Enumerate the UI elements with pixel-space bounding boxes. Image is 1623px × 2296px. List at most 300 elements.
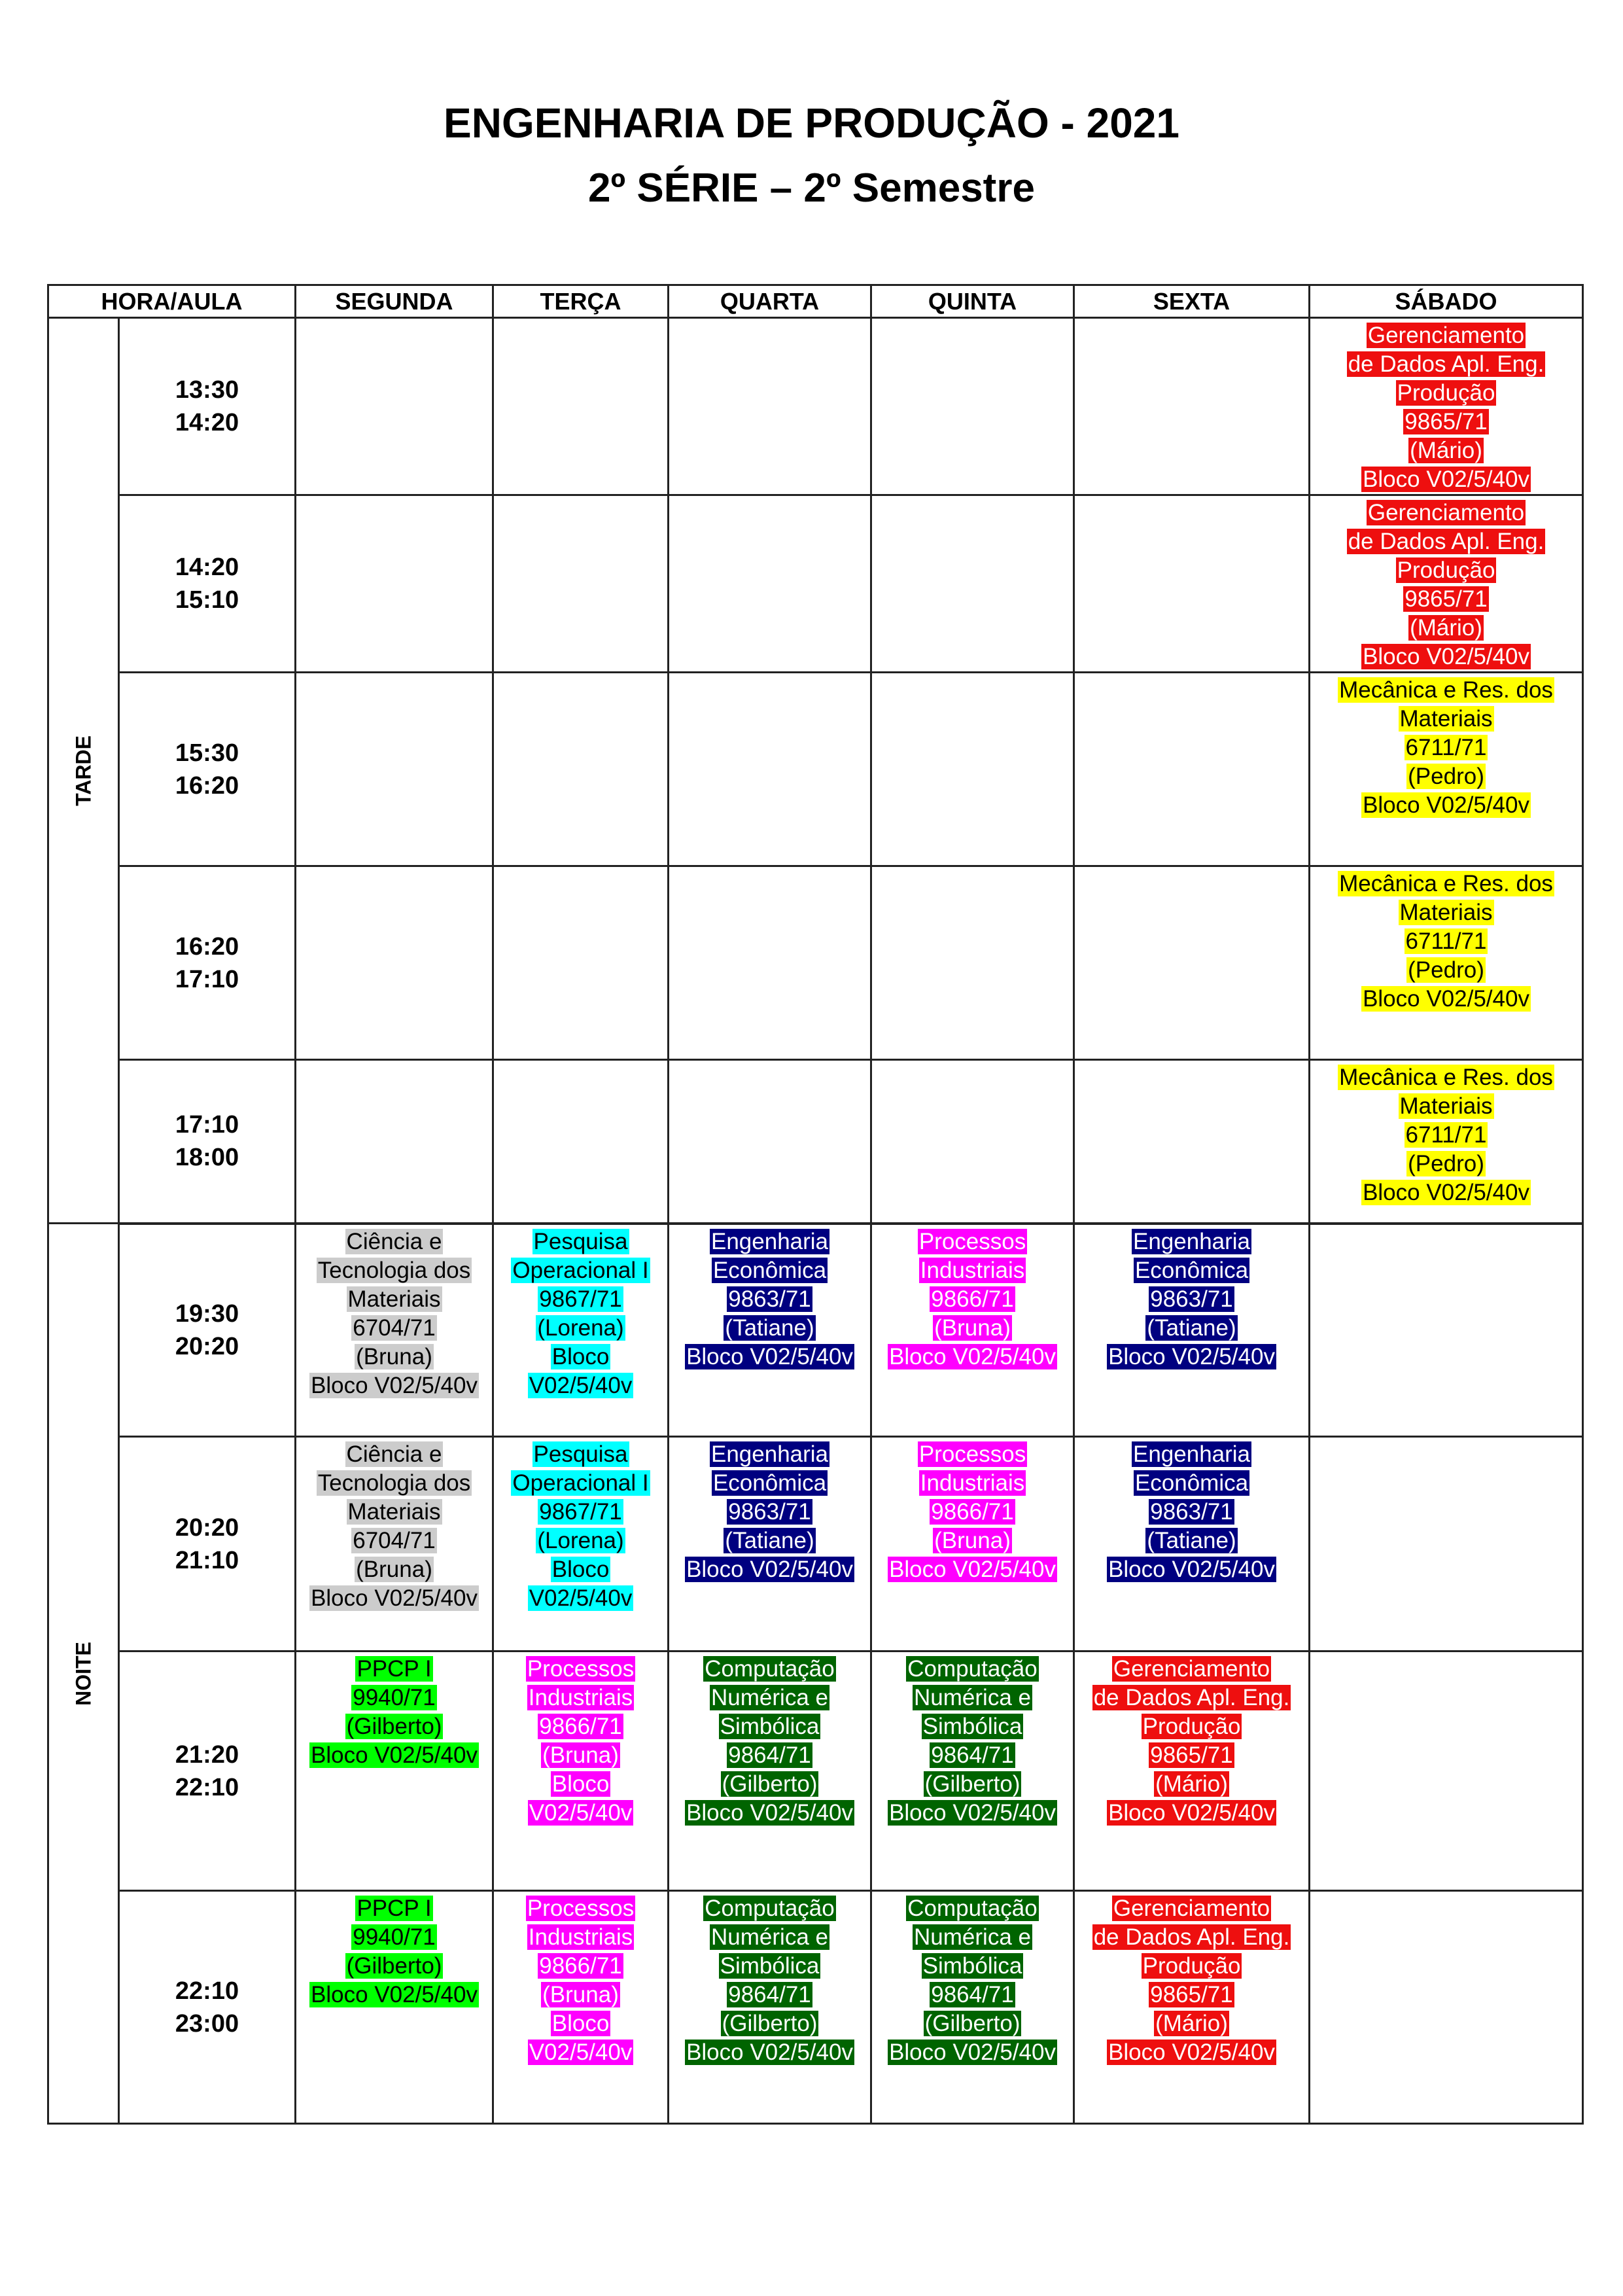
class-line: [1075, 1498, 1308, 1527]
class-text: 9867/71: [539, 1286, 622, 1312]
class-text: Produção: [1397, 380, 1495, 406]
empty-cell: [1310, 1437, 1583, 1651]
empty-cell: [296, 673, 493, 866]
class-line: [872, 1314, 1073, 1343]
empty-cell: [296, 866, 493, 1060]
time-cell: [119, 866, 296, 1060]
class-text: 9864/71: [728, 1742, 811, 1768]
class-text: PPCP I: [357, 1656, 432, 1682]
time-end: 15:10: [175, 586, 239, 614]
class-line: [669, 1343, 870, 1371]
class-line: [872, 1770, 1073, 1799]
class-line: [1075, 1343, 1308, 1371]
class-text: 9864/71: [931, 1742, 1014, 1768]
class-line: [494, 1285, 667, 1314]
class-line: [872, 1799, 1073, 1828]
class-line: [1075, 1894, 1308, 1923]
class-line: [1075, 1712, 1308, 1741]
class-text: Bloco: [551, 2011, 610, 2036]
class-line: [669, 1770, 870, 1799]
class-text: 9940/71: [353, 1924, 436, 1950]
class-line: [1310, 499, 1582, 527]
class-line: [1310, 527, 1582, 556]
class-text: Bloco V02/5/40v: [889, 1800, 1056, 1826]
class-line: [296, 1527, 492, 1555]
class-line: [296, 1923, 492, 1952]
class-text: Simbólica: [922, 1714, 1022, 1739]
class-line: [1310, 408, 1582, 436]
time-start: 17:10: [175, 1111, 239, 1139]
class-line: [494, 1770, 667, 1799]
class-text: Numérica e: [711, 1685, 828, 1710]
empty-cell: [871, 866, 1074, 1060]
class-text: Bloco V02/5/40v: [1363, 644, 1529, 669]
class-text: 9940/71: [353, 1685, 436, 1710]
class-line: [1310, 436, 1582, 465]
class-text: 9866/71: [539, 1714, 622, 1739]
class-line: [872, 1343, 1073, 1371]
class-text: Industriais: [920, 1470, 1025, 1496]
empty-cell: [871, 495, 1074, 673]
class-line: [1075, 2009, 1308, 2038]
class-cell: [1310, 866, 1583, 1060]
class-line: [669, 1469, 870, 1498]
class-line: [669, 1655, 870, 1684]
empty-cell: [1074, 866, 1310, 1060]
class-text: Bloco V02/5/40v: [1363, 1180, 1529, 1205]
class-line: [494, 1952, 667, 1981]
class-text: (Mário): [1155, 2011, 1228, 2036]
class-text: Bloco V02/5/40v: [1108, 1557, 1275, 1582]
empty-cell: [669, 318, 871, 495]
class-line: [1310, 465, 1582, 494]
empty-cell: [1074, 673, 1310, 866]
period-label: NOITE: [71, 1641, 95, 1706]
class-line: [1310, 956, 1582, 985]
table-row: [48, 318, 1583, 495]
table-row: [48, 495, 1583, 673]
class-line: [1310, 585, 1582, 614]
class-line: [494, 1527, 667, 1555]
class-text: Operacional I: [512, 1257, 649, 1283]
class-text: (Gilberto): [722, 2011, 818, 2036]
empty-cell: [1074, 318, 1310, 495]
class-line: [1075, 1684, 1308, 1712]
class-cell: [1310, 495, 1583, 673]
class-line: [872, 1741, 1073, 1770]
class-line: [494, 1440, 667, 1469]
class-line: [494, 1584, 667, 1613]
header-quinta: QUINTA: [871, 285, 1074, 318]
class-text: 6711/71: [1405, 928, 1487, 954]
class-text: V02/5/40v: [529, 1372, 633, 1398]
class-line: [296, 1584, 492, 1613]
class-line: [669, 1256, 870, 1285]
class-line: [669, 2038, 870, 2067]
empty-cell: [871, 673, 1074, 866]
class-cell: [1310, 318, 1583, 495]
empty-cell: [493, 673, 669, 866]
class-text: Ciência e: [346, 1441, 442, 1467]
class-text: Simbólica: [922, 1953, 1022, 1979]
class-text: Materiais: [1399, 706, 1493, 732]
class-text: Engenharia: [710, 1228, 829, 1254]
header-segunda: SEGUNDA: [296, 285, 493, 318]
time-end: 22:10: [175, 1773, 239, 1801]
class-line: [1310, 1063, 1582, 1092]
class-cell: [1310, 1060, 1583, 1224]
class-cell: [871, 1891, 1074, 2124]
time-cell: [119, 673, 296, 866]
class-cell: [493, 1224, 669, 1437]
page-title: ENGENHARIA DE PRODUÇÃO - 2021: [444, 99, 1179, 147]
table-row: [48, 673, 1583, 866]
class-text: Industriais: [528, 1685, 633, 1710]
empty-cell: [296, 1060, 493, 1224]
time-cell: [119, 495, 296, 673]
class-line: [494, 1371, 667, 1400]
class-line: [494, 1712, 667, 1741]
class-text: (Tatiane): [725, 1528, 814, 1553]
class-cell: [871, 1651, 1074, 1891]
class-text: de Dados Apl. Eng.: [1093, 1685, 1290, 1710]
class-line: [1310, 1121, 1582, 1150]
time-start: 20:20: [175, 1513, 239, 1542]
class-line: [872, 1256, 1073, 1285]
class-text: (Tatiane): [1147, 1528, 1236, 1553]
class-line: [296, 1469, 492, 1498]
class-text: Bloco V02/5/40v: [1363, 986, 1529, 1012]
class-line: [669, 1684, 870, 1712]
class-text: 6704/71: [353, 1528, 436, 1553]
class-text: Bloco: [551, 1557, 610, 1582]
class-text: (Bruna): [934, 1315, 1011, 1341]
header-quarta: QUARTA: [669, 285, 871, 318]
class-line: [1310, 676, 1582, 705]
class-line: [1310, 350, 1582, 379]
time-end: 21:10: [175, 1546, 239, 1574]
class-text: Processos: [918, 1228, 1026, 1254]
time-end: 17:10: [175, 965, 239, 993]
time-start: 14:20: [175, 554, 239, 581]
table-row: [48, 866, 1583, 1060]
time-cell: [119, 1224, 296, 1437]
class-line: [872, 1555, 1073, 1584]
class-text: 9863/71: [1150, 1499, 1233, 1525]
class-text: Econômica: [1134, 1257, 1249, 1283]
class-text: Gerenciamento: [1113, 1656, 1270, 1682]
class-line: [1075, 1655, 1308, 1684]
class-line: [872, 2009, 1073, 2038]
class-line: [494, 2009, 667, 2038]
class-text: Materiais: [1399, 1093, 1493, 1119]
class-text: Bloco: [551, 1343, 610, 1369]
class-line: [494, 2038, 667, 2067]
class-line: [1310, 927, 1582, 956]
class-line: [1310, 1178, 1582, 1207]
class-text: (Pedro): [1408, 957, 1484, 983]
class-line: [1310, 733, 1582, 762]
empty-cell: [669, 495, 871, 673]
class-line: [872, 1285, 1073, 1314]
time-start: 19:30: [175, 1299, 239, 1328]
class-text: de Dados Apl. Eng.: [1348, 351, 1544, 377]
class-text: 6704/71: [353, 1315, 436, 1341]
class-line: [669, 1440, 870, 1469]
header-hora-aula: HORA/AULA: [48, 285, 296, 318]
class-line: [494, 1894, 667, 1923]
class-line: [494, 1314, 667, 1343]
class-text: (Bruna): [356, 1343, 432, 1369]
class-cell: [1074, 1891, 1310, 2124]
class-text: 9865/71: [1405, 586, 1488, 612]
class-cell: [669, 1224, 871, 1437]
empty-cell: [871, 318, 1074, 495]
class-text: Materiais: [347, 1286, 441, 1312]
class-line: [494, 1469, 667, 1498]
time-start: 21:20: [175, 1740, 239, 1769]
class-text: Engenharia: [1132, 1441, 1251, 1467]
class-line: [296, 1498, 492, 1527]
class-cell: [493, 1891, 669, 2124]
class-text: Simbólica: [720, 1953, 820, 1979]
class-line: [296, 1371, 492, 1400]
class-text: 9863/71: [1150, 1286, 1233, 1312]
class-line: [296, 1440, 492, 1469]
class-text: Bloco V02/5/40v: [1363, 467, 1529, 492]
class-line: [494, 1799, 667, 1828]
time-cell: [119, 1651, 296, 1891]
class-cell: [1310, 673, 1583, 866]
class-line: [1075, 2038, 1308, 2067]
class-text: Processos: [527, 1656, 635, 1682]
class-text: Operacional I: [512, 1470, 649, 1496]
class-text: Econômica: [1134, 1470, 1249, 1496]
class-text: Simbólica: [720, 1714, 820, 1739]
class-text: V02/5/40v: [529, 2040, 633, 2065]
class-line: [669, 1799, 870, 1828]
schedule-table: [47, 284, 1584, 2125]
class-text: Econômica: [712, 1257, 827, 1283]
class-text: Computação: [705, 1656, 835, 1682]
class-line: [669, 1314, 870, 1343]
empty-cell: [493, 495, 669, 673]
class-line: [494, 1923, 667, 1952]
class-line: [296, 1555, 492, 1584]
empty-cell: [296, 318, 493, 495]
class-line: [669, 1741, 870, 1770]
class-text: Bloco V02/5/40v: [1108, 1800, 1275, 1826]
class-text: (Tatiane): [1147, 1315, 1236, 1341]
class-line: [669, 1285, 870, 1314]
class-text: 9864/71: [728, 1982, 811, 2007]
class-line: [1310, 643, 1582, 671]
class-cell: [1074, 1437, 1310, 1651]
class-text: (Pedro): [1408, 1151, 1484, 1176]
class-text: Bloco V02/5/40v: [686, 1343, 853, 1369]
time-end: 23:00: [175, 2009, 239, 2038]
class-line: [1310, 614, 1582, 643]
empty-cell: [493, 866, 669, 1060]
class-cell: [871, 1224, 1074, 1437]
empty-cell: [1074, 1060, 1310, 1224]
empty-cell: [296, 495, 493, 673]
class-line: [872, 1655, 1073, 1684]
time-end: 18:00: [175, 1144, 239, 1172]
class-line: [872, 1440, 1073, 1469]
class-line: [1310, 1092, 1582, 1121]
time-cell: [119, 1060, 296, 1224]
class-line: [1075, 1314, 1308, 1343]
class-text: Bloco V02/5/40v: [1108, 1343, 1275, 1369]
empty-cell: [493, 318, 669, 495]
class-cell: [296, 1224, 493, 1437]
class-line: [872, 1227, 1073, 1256]
class-text: Bloco V02/5/40v: [311, 1585, 478, 1611]
class-text: Bloco V02/5/40v: [1108, 2040, 1275, 2065]
class-text: 6711/71: [1405, 1122, 1487, 1148]
class-text: Numérica e: [914, 1924, 1031, 1950]
time-start: 22:10: [175, 1977, 239, 2005]
class-text: Bloco V02/5/40v: [311, 1982, 478, 2007]
class-line: [669, 1923, 870, 1952]
class-line: [669, 1227, 870, 1256]
class-text: Numérica e: [914, 1685, 1031, 1710]
period-label: TARDE: [71, 735, 95, 806]
class-text: PPCP I: [357, 1896, 432, 1921]
time-start: 16:20: [175, 932, 239, 961]
class-line: [494, 1555, 667, 1584]
class-text: de Dados Apl. Eng.: [1348, 529, 1544, 554]
class-text: Engenharia: [710, 1441, 829, 1467]
class-text: (Lorena): [537, 1528, 624, 1553]
class-text: Tecnologia dos: [317, 1257, 471, 1283]
class-text: V02/5/40v: [529, 1800, 633, 1826]
class-line: [494, 1343, 667, 1371]
class-line: [1075, 1469, 1308, 1498]
class-line: [296, 1684, 492, 1712]
empty-cell: [669, 866, 871, 1060]
class-text: Gerenciamento: [1367, 500, 1525, 525]
class-cell: [493, 1437, 669, 1651]
class-line: [494, 1227, 667, 1256]
class-text: (Gilberto): [346, 1953, 442, 1979]
empty-cell: [669, 673, 871, 866]
table-row: [48, 1060, 1583, 1224]
class-line: [1075, 1799, 1308, 1828]
class-text: (Mário): [1155, 1771, 1228, 1797]
class-line: [296, 1894, 492, 1923]
class-text: 9865/71: [1150, 1982, 1233, 2007]
class-text: Mecânica e Res. dos: [1339, 871, 1553, 896]
class-text: (Mário): [1410, 438, 1482, 463]
class-text: 9864/71: [931, 1982, 1014, 2007]
class-cell: [1074, 1651, 1310, 1891]
class-text: Bloco V02/5/40v: [686, 1800, 853, 1826]
class-line: [1075, 1256, 1308, 1285]
class-text: Engenharia: [1132, 1228, 1251, 1254]
empty-cell: [1310, 1891, 1583, 2124]
class-text: (Pedro): [1408, 764, 1484, 789]
class-line: [296, 1655, 492, 1684]
class-line: [1075, 1952, 1308, 1981]
class-text: Produção: [1397, 557, 1495, 583]
class-line: [669, 1555, 870, 1584]
class-text: Bloco: [551, 1771, 610, 1797]
class-text: Ciência e: [346, 1228, 442, 1254]
class-line: [1075, 1227, 1308, 1256]
class-line: [872, 1952, 1073, 1981]
class-text: Mecânica e Res. dos: [1339, 677, 1553, 703]
class-text: (Bruna): [356, 1557, 432, 1582]
class-text: (Tatiane): [725, 1315, 814, 1341]
class-line: [494, 1741, 667, 1770]
class-line: [296, 1981, 492, 2009]
class-text: 9867/71: [539, 1499, 622, 1525]
class-text: de Dados Apl. Eng.: [1093, 1924, 1290, 1950]
class-line: [494, 1981, 667, 2009]
class-text: Numérica e: [711, 1924, 828, 1950]
time-end: 16:20: [175, 771, 239, 800]
class-line: [872, 2038, 1073, 2067]
class-text: Gerenciamento: [1113, 1896, 1270, 1921]
class-text: Bloco V02/5/40v: [686, 1557, 853, 1582]
class-line: [1075, 1285, 1308, 1314]
table-row: [48, 1651, 1583, 1891]
time-cell: [119, 1437, 296, 1651]
class-text: Produção: [1142, 1714, 1241, 1739]
class-line: [1310, 985, 1582, 1014]
class-line: [1310, 1150, 1582, 1178]
class-line: [494, 1498, 667, 1527]
class-text: 9866/71: [931, 1499, 1014, 1525]
class-line: [494, 1256, 667, 1285]
class-line: [494, 1684, 667, 1712]
class-text: Computação: [907, 1896, 1038, 1921]
class-line: [1075, 1527, 1308, 1555]
class-cell: [493, 1651, 669, 1891]
class-text: Tecnologia dos: [317, 1470, 471, 1496]
time-end: 20:20: [175, 1332, 239, 1360]
class-line: [296, 1712, 492, 1741]
class-text: 9866/71: [931, 1286, 1014, 1312]
header-row: [48, 285, 1583, 318]
class-text: Industriais: [528, 1924, 633, 1950]
class-text: Bloco V02/5/40v: [889, 1343, 1056, 1369]
class-line: [669, 1712, 870, 1741]
empty-cell: [669, 1060, 871, 1224]
class-line: [872, 1684, 1073, 1712]
class-text: Industriais: [920, 1257, 1025, 1283]
time-cell: [119, 318, 296, 495]
empty-cell: [1310, 1651, 1583, 1891]
class-line: [1075, 1923, 1308, 1952]
class-line: [296, 1741, 492, 1770]
header-terca: TERÇA: [493, 285, 669, 318]
class-text: 9866/71: [539, 1953, 622, 1979]
class-text: Bloco V02/5/40v: [311, 1372, 478, 1398]
class-cell: [296, 1651, 493, 1891]
class-text: Bloco V02/5/40v: [311, 1742, 478, 1768]
class-line: [494, 1655, 667, 1684]
class-text: 6711/71: [1405, 735, 1487, 760]
class-line: [669, 1498, 870, 1527]
time-cell: [119, 1891, 296, 2124]
class-line: [296, 1314, 492, 1343]
empty-cell: [1310, 1224, 1583, 1437]
class-line: [872, 1527, 1073, 1555]
class-text: 9863/71: [728, 1286, 811, 1312]
